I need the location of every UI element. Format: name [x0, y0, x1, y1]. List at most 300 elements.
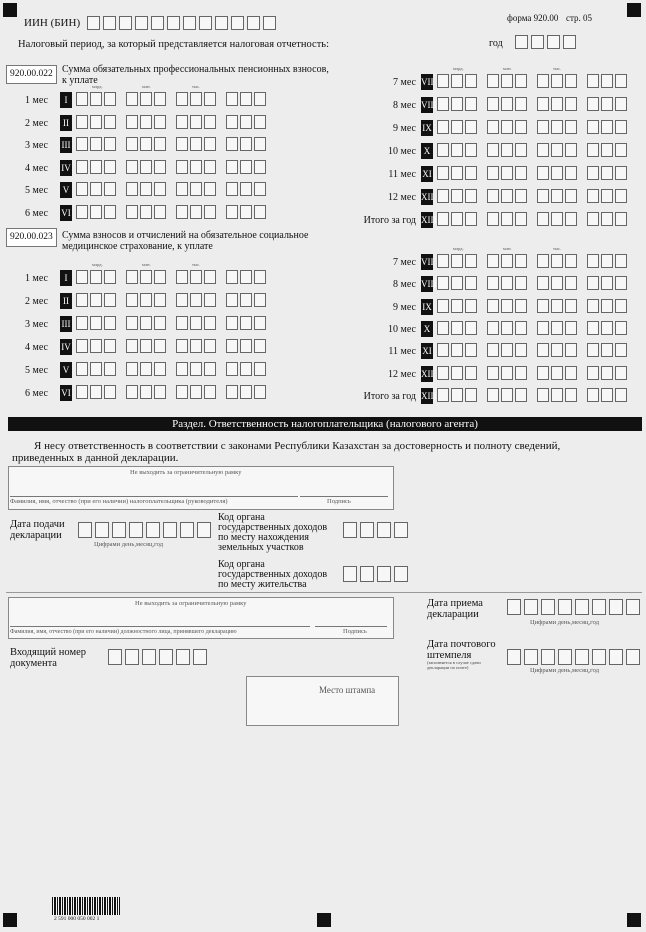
amount-cell-group[interactable]: [176, 293, 218, 307]
amount-cell-group[interactable]: [537, 299, 579, 313]
amount-cell[interactable]: [501, 97, 513, 111]
amount-cell[interactable]: [190, 92, 202, 106]
amount-cell-group[interactable]: [487, 189, 529, 203]
amount-cell[interactable]: [226, 362, 238, 376]
amount-cell-group[interactable]: [437, 74, 479, 88]
amount-cell[interactable]: [140, 182, 152, 196]
amount-cell-group[interactable]: [126, 205, 168, 219]
amount-cell[interactable]: [140, 115, 152, 129]
amount-cell[interactable]: [190, 182, 202, 196]
amount-cell[interactable]: [487, 299, 499, 313]
amount-cell[interactable]: [465, 166, 477, 180]
amount-cell-group[interactable]: [587, 388, 629, 402]
input-cell[interactable]: [377, 566, 391, 582]
amount-cell[interactable]: [515, 388, 527, 402]
amount-cell[interactable]: [615, 212, 627, 226]
amount-cell-group[interactable]: [76, 205, 118, 219]
amount-cell[interactable]: [537, 212, 549, 226]
amount-cell[interactable]: [240, 160, 252, 174]
amount-cell[interactable]: [126, 182, 138, 196]
amount-cell[interactable]: [551, 343, 563, 357]
amount-cell-group[interactable]: [487, 276, 529, 290]
amount-cell[interactable]: [551, 299, 563, 313]
amount-cell[interactable]: [515, 97, 527, 111]
amount-cell-group[interactable]: [487, 366, 529, 380]
input-cell[interactable]: [163, 522, 177, 538]
input-cell[interactable]: [87, 16, 100, 30]
amount-cell[interactable]: [90, 270, 102, 284]
amount-cell[interactable]: [90, 293, 102, 307]
amount-cell-group[interactable]: [226, 362, 268, 376]
input-cell[interactable]: [78, 522, 92, 538]
amount-cell[interactable]: [451, 276, 463, 290]
amount-cell-group[interactable]: [537, 120, 579, 134]
amount-cell[interactable]: [537, 166, 549, 180]
amount-cell[interactable]: [226, 92, 238, 106]
input-cell[interactable]: [159, 649, 173, 665]
amount-cell[interactable]: [487, 74, 499, 88]
input-cell[interactable]: [247, 16, 260, 30]
amount-cell-group[interactable]: [587, 299, 629, 313]
amount-cell[interactable]: [551, 74, 563, 88]
input-cell[interactable]: [558, 649, 572, 665]
amount-cell[interactable]: [126, 362, 138, 376]
amount-cell[interactable]: [501, 276, 513, 290]
amount-cell[interactable]: [126, 160, 138, 174]
amount-cell[interactable]: [204, 293, 216, 307]
input-cell[interactable]: [558, 599, 572, 615]
amount-cell[interactable]: [104, 385, 116, 399]
amount-cell[interactable]: [154, 362, 166, 376]
amount-cell-group[interactable]: [587, 366, 629, 380]
amount-cell-group[interactable]: [487, 388, 529, 402]
amount-cell[interactable]: [615, 388, 627, 402]
amount-cell[interactable]: [90, 137, 102, 151]
amount-cell[interactable]: [254, 385, 266, 399]
input-cell[interactable]: [360, 566, 374, 582]
amount-cell[interactable]: [537, 74, 549, 88]
amount-cell[interactable]: [240, 182, 252, 196]
amount-cell[interactable]: [190, 115, 202, 129]
amount-cell-group[interactable]: [76, 293, 118, 307]
amount-cell[interactable]: [240, 362, 252, 376]
amount-cell[interactable]: [76, 339, 88, 353]
amount-cell[interactable]: [487, 189, 499, 203]
input-cell[interactable]: [609, 599, 623, 615]
amount-cell[interactable]: [615, 343, 627, 357]
input-cell[interactable]: [524, 599, 538, 615]
amount-cell[interactable]: [565, 366, 577, 380]
amount-cell[interactable]: [76, 160, 88, 174]
amount-cell[interactable]: [515, 120, 527, 134]
input-cell[interactable]: [343, 522, 357, 538]
amount-cell-group[interactable]: [587, 97, 629, 111]
amount-cell-group[interactable]: [437, 299, 479, 313]
amount-cell[interactable]: [515, 212, 527, 226]
amount-cell[interactable]: [104, 339, 116, 353]
amount-cell-group[interactable]: [176, 137, 218, 151]
amount-cell[interactable]: [104, 115, 116, 129]
amount-cell-group[interactable]: [226, 160, 268, 174]
amount-cell[interactable]: [501, 321, 513, 335]
amount-cell[interactable]: [140, 270, 152, 284]
organ-res-cells[interactable]: [343, 566, 411, 582]
amount-cell[interactable]: [176, 92, 188, 106]
amount-cell-group[interactable]: [437, 143, 479, 157]
amount-cell[interactable]: [140, 137, 152, 151]
amount-cell[interactable]: [190, 316, 202, 330]
amount-cell-group[interactable]: [537, 189, 579, 203]
amount-cell[interactable]: [204, 92, 216, 106]
amount-cell-group[interactable]: [587, 343, 629, 357]
amount-cell[interactable]: [465, 74, 477, 88]
amount-cell-group[interactable]: [226, 137, 268, 151]
amount-cell[interactable]: [204, 137, 216, 151]
amount-cell[interactable]: [126, 385, 138, 399]
amount-cell[interactable]: [451, 143, 463, 157]
amount-cell[interactable]: [176, 160, 188, 174]
amount-cell[interactable]: [565, 343, 577, 357]
amount-cell[interactable]: [126, 293, 138, 307]
amount-cell[interactable]: [487, 212, 499, 226]
amount-cell[interactable]: [565, 388, 577, 402]
input-cell[interactable]: [360, 522, 374, 538]
amount-cell[interactable]: [104, 160, 116, 174]
amount-cell[interactable]: [437, 189, 449, 203]
amount-cell[interactable]: [176, 316, 188, 330]
amount-cell[interactable]: [565, 143, 577, 157]
amount-cell-group[interactable]: [126, 362, 168, 376]
input-cell[interactable]: [263, 16, 276, 30]
amount-cell-group[interactable]: [76, 339, 118, 353]
amount-cell[interactable]: [565, 120, 577, 134]
amount-cell-group[interactable]: [126, 182, 168, 196]
amount-cell[interactable]: [254, 137, 266, 151]
amount-cell-group[interactable]: [437, 212, 479, 226]
amount-cell[interactable]: [551, 388, 563, 402]
input-cell[interactable]: [119, 16, 132, 30]
amount-cell-group[interactable]: [537, 143, 579, 157]
postmark-date-cells[interactable]: [507, 649, 643, 665]
amount-cell[interactable]: [204, 270, 216, 284]
amount-cell[interactable]: [601, 254, 613, 268]
amount-cell[interactable]: [615, 299, 627, 313]
amount-cell[interactable]: [176, 137, 188, 151]
amount-cell[interactable]: [437, 143, 449, 157]
amount-cell-group[interactable]: [76, 160, 118, 174]
amount-cell[interactable]: [487, 143, 499, 157]
amount-cell[interactable]: [176, 115, 188, 129]
amount-cell[interactable]: [126, 339, 138, 353]
amount-cell[interactable]: [501, 120, 513, 134]
amount-cell[interactable]: [451, 166, 463, 180]
amount-cell-group[interactable]: [176, 115, 218, 129]
amount-cell[interactable]: [565, 97, 577, 111]
input-cell[interactable]: [592, 599, 606, 615]
amount-cell[interactable]: [240, 205, 252, 219]
amount-cell-group[interactable]: [126, 270, 168, 284]
amount-cell[interactable]: [451, 343, 463, 357]
amount-cell[interactable]: [437, 254, 449, 268]
amount-cell[interactable]: [176, 385, 188, 399]
amount-cell[interactable]: [615, 74, 627, 88]
amount-cell[interactable]: [154, 182, 166, 196]
input-cell[interactable]: [592, 649, 606, 665]
amount-cell[interactable]: [551, 212, 563, 226]
amount-cell[interactable]: [437, 299, 449, 313]
amount-cell[interactable]: [487, 166, 499, 180]
amount-cell[interactable]: [254, 205, 266, 219]
amount-cell[interactable]: [104, 293, 116, 307]
amount-cell[interactable]: [501, 74, 513, 88]
amount-cell[interactable]: [76, 115, 88, 129]
input-cell[interactable]: [108, 649, 122, 665]
amount-cell[interactable]: [104, 137, 116, 151]
amount-cell-group[interactable]: [537, 97, 579, 111]
amount-cell-group[interactable]: [437, 388, 479, 402]
amount-cell-group[interactable]: [587, 189, 629, 203]
amount-cell-group[interactable]: [176, 362, 218, 376]
amount-cell-group[interactable]: [437, 321, 479, 335]
amount-cell[interactable]: [204, 160, 216, 174]
amount-cell-group[interactable]: [587, 120, 629, 134]
amount-cell[interactable]: [204, 182, 216, 196]
amount-cell[interactable]: [154, 270, 166, 284]
amount-cell[interactable]: [587, 120, 599, 134]
amount-cell[interactable]: [615, 120, 627, 134]
amount-cell[interactable]: [104, 316, 116, 330]
input-cell[interactable]: [193, 649, 207, 665]
amount-cell[interactable]: [226, 316, 238, 330]
input-cell[interactable]: [531, 35, 544, 49]
input-cell[interactable]: [176, 649, 190, 665]
amount-cell[interactable]: [226, 160, 238, 174]
amount-cell[interactable]: [154, 115, 166, 129]
amount-cell-group[interactable]: [537, 343, 579, 357]
amount-cell[interactable]: [565, 189, 577, 203]
input-cell[interactable]: [547, 35, 560, 49]
amount-cell[interactable]: [515, 74, 527, 88]
accept-date-cells[interactable]: [507, 599, 643, 615]
amount-cell-group[interactable]: [226, 293, 268, 307]
amount-cell[interactable]: [615, 366, 627, 380]
amount-cell[interactable]: [226, 293, 238, 307]
amount-cell[interactable]: [126, 92, 138, 106]
amount-cell[interactable]: [154, 293, 166, 307]
input-cell[interactable]: [167, 16, 180, 30]
amount-cell[interactable]: [437, 276, 449, 290]
amount-cell[interactable]: [551, 366, 563, 380]
amount-cell[interactable]: [465, 120, 477, 134]
amount-cell-group[interactable]: [176, 92, 218, 106]
amount-cell[interactable]: [226, 205, 238, 219]
amount-cell[interactable]: [601, 120, 613, 134]
amount-cell[interactable]: [465, 212, 477, 226]
amount-cell[interactable]: [451, 321, 463, 335]
amount-cell-group[interactable]: [226, 182, 268, 196]
amount-cell[interactable]: [537, 254, 549, 268]
amount-cell-group[interactable]: [226, 92, 268, 106]
amount-cell[interactable]: [176, 270, 188, 284]
amount-cell[interactable]: [140, 316, 152, 330]
input-cell[interactable]: [626, 649, 640, 665]
amount-cell[interactable]: [254, 362, 266, 376]
amount-cell[interactable]: [451, 189, 463, 203]
amount-cell[interactable]: [615, 321, 627, 335]
amount-cell-group[interactable]: [226, 205, 268, 219]
amount-cell-group[interactable]: [76, 316, 118, 330]
amount-cell[interactable]: [487, 366, 499, 380]
amount-cell[interactable]: [601, 343, 613, 357]
amount-cell-group[interactable]: [176, 316, 218, 330]
amount-cell[interactable]: [587, 189, 599, 203]
amount-cell[interactable]: [565, 321, 577, 335]
amount-cell-group[interactable]: [176, 339, 218, 353]
amount-cell-group[interactable]: [226, 316, 268, 330]
amount-cell[interactable]: [104, 205, 116, 219]
amount-cell[interactable]: [601, 166, 613, 180]
amount-cell[interactable]: [90, 362, 102, 376]
amount-cell[interactable]: [90, 316, 102, 330]
amount-cell-group[interactable]: [126, 316, 168, 330]
amount-cell[interactable]: [226, 115, 238, 129]
amount-cell[interactable]: [154, 205, 166, 219]
amount-cell[interactable]: [190, 160, 202, 174]
amount-cell-group[interactable]: [76, 115, 118, 129]
amount-cell[interactable]: [240, 92, 252, 106]
input-cell[interactable]: [575, 599, 589, 615]
amount-cell[interactable]: [537, 276, 549, 290]
amount-cell[interactable]: [126, 316, 138, 330]
amount-cell[interactable]: [240, 385, 252, 399]
amount-cell-group[interactable]: [537, 166, 579, 180]
amount-cell[interactable]: [515, 321, 527, 335]
input-cell[interactable]: [507, 599, 521, 615]
input-cell[interactable]: [609, 649, 623, 665]
amount-cell-group[interactable]: [126, 137, 168, 151]
amount-cell[interactable]: [551, 276, 563, 290]
amount-cell[interactable]: [90, 92, 102, 106]
amount-cell[interactable]: [451, 212, 463, 226]
amount-cell[interactable]: [587, 143, 599, 157]
amount-cell[interactable]: [76, 362, 88, 376]
amount-cell[interactable]: [437, 97, 449, 111]
amount-cell-group[interactable]: [487, 120, 529, 134]
amount-cell[interactable]: [76, 182, 88, 196]
input-cell[interactable]: [95, 522, 109, 538]
input-cell[interactable]: [142, 649, 156, 665]
submit-date-cells[interactable]: [78, 522, 214, 538]
amount-cell[interactable]: [587, 166, 599, 180]
amount-cell[interactable]: [565, 212, 577, 226]
amount-cell-group[interactable]: [226, 385, 268, 399]
amount-cell[interactable]: [515, 189, 527, 203]
amount-cell-group[interactable]: [226, 115, 268, 129]
amount-cell[interactable]: [254, 270, 266, 284]
amount-cell[interactable]: [615, 254, 627, 268]
amount-cell-group[interactable]: [487, 74, 529, 88]
amount-cell[interactable]: [451, 97, 463, 111]
amount-cell[interactable]: [487, 97, 499, 111]
amount-cell[interactable]: [465, 189, 477, 203]
amount-cell[interactable]: [487, 120, 499, 134]
amount-cell-group[interactable]: [437, 343, 479, 357]
amount-cell-group[interactable]: [537, 388, 579, 402]
amount-cell[interactable]: [140, 339, 152, 353]
amount-cell[interactable]: [76, 293, 88, 307]
amount-cell-group[interactable]: [76, 270, 118, 284]
input-cell[interactable]: [103, 16, 116, 30]
amount-cell[interactable]: [437, 388, 449, 402]
amount-cell-group[interactable]: [437, 120, 479, 134]
amount-cell[interactable]: [465, 299, 477, 313]
amount-cell[interactable]: [501, 343, 513, 357]
amount-cell[interactable]: [515, 254, 527, 268]
amount-cell[interactable]: [226, 339, 238, 353]
input-cell[interactable]: [524, 649, 538, 665]
input-cell[interactable]: [146, 522, 160, 538]
amount-cell[interactable]: [565, 254, 577, 268]
input-cell[interactable]: [377, 522, 391, 538]
input-cell[interactable]: [541, 649, 555, 665]
amount-cell-group[interactable]: [176, 385, 218, 399]
amount-cell[interactable]: [240, 316, 252, 330]
amount-cell[interactable]: [601, 74, 613, 88]
amount-cell[interactable]: [204, 362, 216, 376]
amount-cell[interactable]: [254, 115, 266, 129]
amount-cell[interactable]: [126, 137, 138, 151]
input-cell[interactable]: [626, 599, 640, 615]
amount-cell[interactable]: [126, 205, 138, 219]
amount-cell[interactable]: [601, 143, 613, 157]
amount-cell[interactable]: [465, 366, 477, 380]
amount-cell-group[interactable]: [126, 385, 168, 399]
input-cell[interactable]: [394, 522, 408, 538]
amount-cell-group[interactable]: [537, 74, 579, 88]
amount-cell[interactable]: [587, 212, 599, 226]
amount-cell-group[interactable]: [76, 362, 118, 376]
amount-cell[interactable]: [90, 205, 102, 219]
amount-cell[interactable]: [204, 339, 216, 353]
amount-cell[interactable]: [76, 137, 88, 151]
amount-cell[interactable]: [104, 182, 116, 196]
amount-cell[interactable]: [551, 120, 563, 134]
input-cell[interactable]: [563, 35, 576, 49]
amount-cell[interactable]: [537, 299, 549, 313]
amount-cell[interactable]: [76, 205, 88, 219]
amount-cell[interactable]: [515, 343, 527, 357]
amount-cell-group[interactable]: [437, 97, 479, 111]
amount-cell[interactable]: [537, 343, 549, 357]
amount-cell[interactable]: [601, 189, 613, 203]
amount-cell[interactable]: [154, 385, 166, 399]
amount-cell[interactable]: [254, 293, 266, 307]
amount-cell[interactable]: [76, 270, 88, 284]
amount-cell-group[interactable]: [226, 339, 268, 353]
amount-cell[interactable]: [551, 166, 563, 180]
amount-cell[interactable]: [226, 137, 238, 151]
amount-cell[interactable]: [537, 366, 549, 380]
amount-cell-group[interactable]: [437, 276, 479, 290]
amount-cell[interactable]: [190, 385, 202, 399]
amount-cell[interactable]: [465, 143, 477, 157]
amount-cell[interactable]: [204, 205, 216, 219]
amount-cell[interactable]: [226, 385, 238, 399]
amount-cell[interactable]: [254, 92, 266, 106]
amount-cell[interactable]: [537, 97, 549, 111]
amount-cell[interactable]: [565, 299, 577, 313]
amount-cell[interactable]: [226, 270, 238, 284]
